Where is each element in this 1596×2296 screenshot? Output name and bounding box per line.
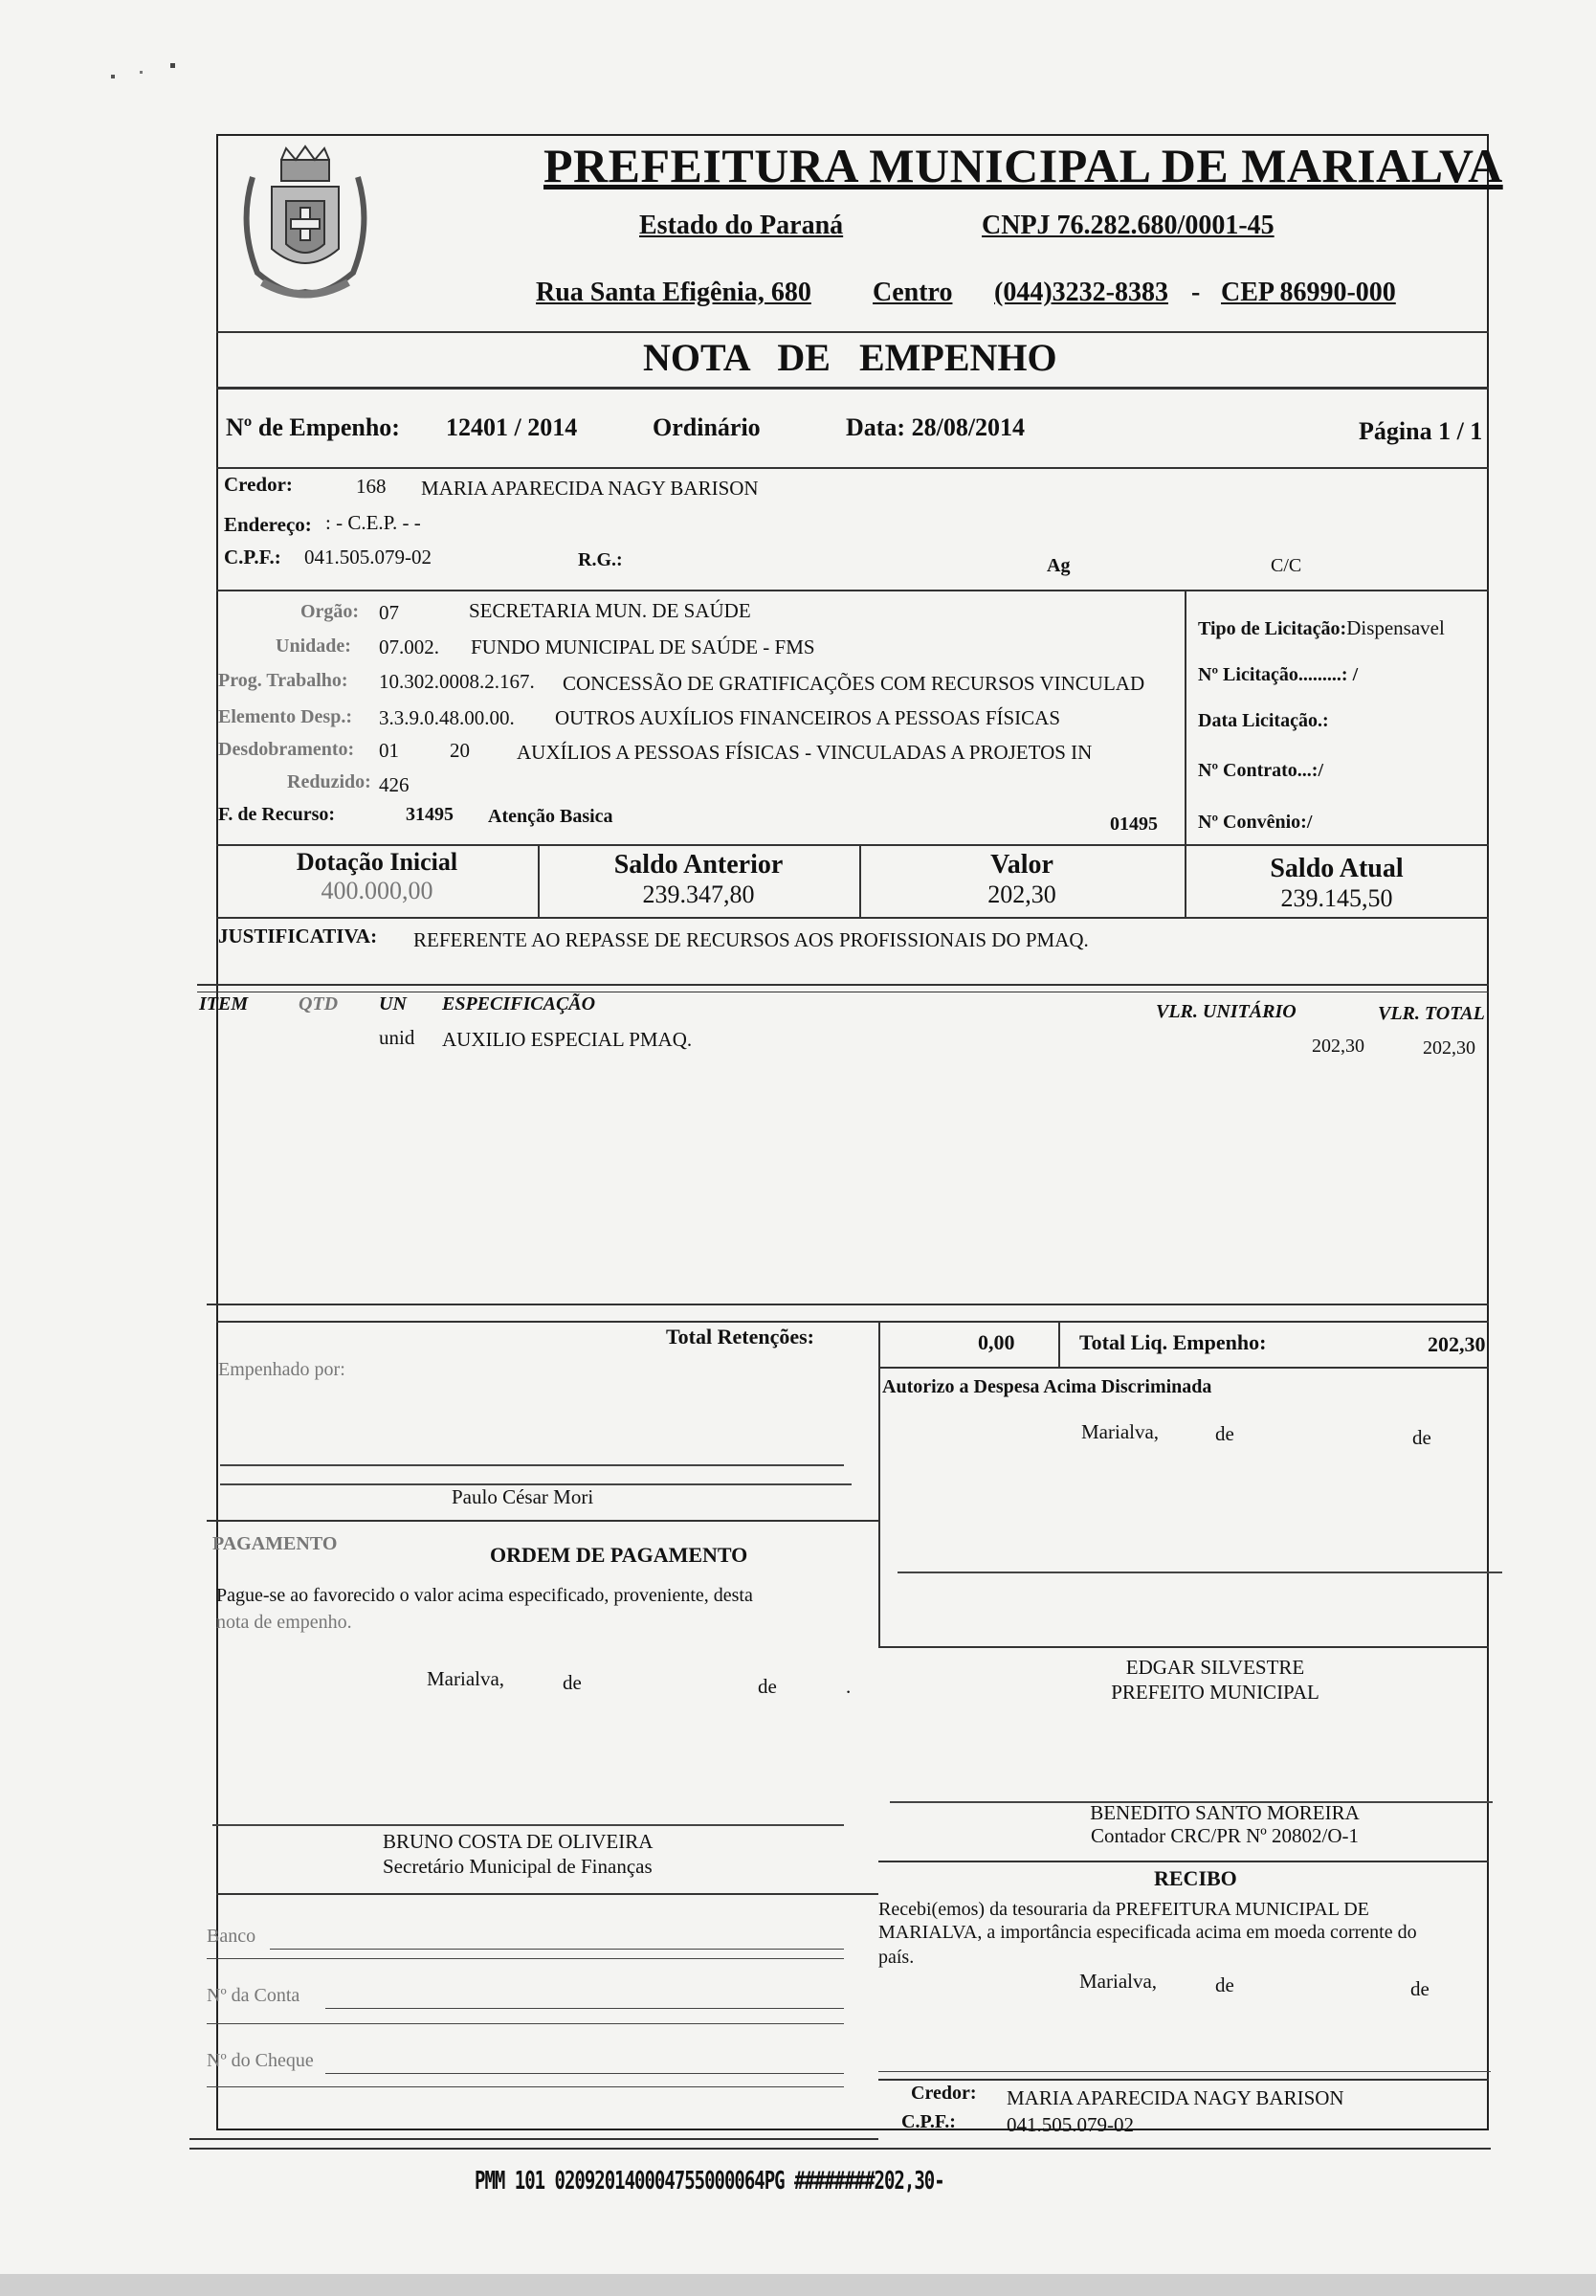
divider bbox=[216, 590, 1489, 591]
recibo-cpf-label: C.P.F.: bbox=[901, 2111, 956, 2132]
prog-code: 10.302.0008.2.167. bbox=[379, 670, 535, 693]
recibo-marialva: Marialva, bbox=[1079, 1970, 1158, 1993]
endereco-label: Endereço: bbox=[224, 513, 312, 536]
cheque-label: Nº do Cheque bbox=[207, 2050, 314, 2071]
footer-code: PMM 101 020920140004755000064PG ########202,30- bbox=[475, 2167, 944, 2196]
empenho-numero: 12401 / 2014 bbox=[446, 413, 578, 441]
recibo-de-1: de bbox=[1215, 1973, 1234, 1996]
orgao-code: 07 bbox=[379, 601, 399, 624]
rg-label: R.G.: bbox=[578, 549, 623, 570]
autorizo-label: Autorizo a Despesa Acima Discriminada bbox=[882, 1376, 1212, 1397]
saldo-anterior-label: Saldo Anterior bbox=[613, 850, 784, 880]
header-cnpj: CNPJ 76.282.680/0001-45 bbox=[982, 211, 1275, 240]
dotacao-label: Dotação Inicial bbox=[296, 848, 458, 876]
saldo-anterior-value: 239.347,80 bbox=[642, 881, 755, 908]
row-un: unid bbox=[379, 1026, 415, 1049]
reduzido-label: Reduzido: bbox=[287, 771, 371, 792]
empenho-data: Data: 28/08/2014 bbox=[846, 413, 1026, 441]
fonte-label: F. de Recurso: bbox=[218, 804, 336, 825]
divider bbox=[216, 387, 1489, 390]
input-line-banco bbox=[270, 1949, 844, 1950]
fonte-desc: Atenção Basica bbox=[488, 806, 613, 827]
divider bbox=[189, 2138, 878, 2140]
ordem-texto-1: Pague-se ao favorecido o valor acima especificado, proveniente, desta bbox=[216, 1585, 753, 1606]
autorizo-de-2: de bbox=[1412, 1426, 1431, 1449]
col-vlr-total: VLR. TOTAL bbox=[1378, 1003, 1485, 1024]
input-line-banco bbox=[207, 1958, 844, 1959]
scan-edge bbox=[0, 2274, 1596, 2296]
desdobramento-code-2: 20 bbox=[450, 739, 470, 762]
scan-speck bbox=[111, 75, 115, 78]
doc-title: NOTA DE EMPENHO bbox=[643, 336, 1057, 379]
row-especificacao: AUXILIO ESPECIAL PMAQ. bbox=[442, 1028, 693, 1051]
unidade-label: Unidade: bbox=[276, 635, 351, 657]
recibo-texto-2: MARIALVA, a importância especificada acima em moeda corrente do bbox=[878, 1922, 1417, 1943]
licitacao-tipo-value: Dispensavel bbox=[1346, 616, 1445, 639]
input-line-cheque bbox=[207, 2086, 844, 2087]
cpf-value: 041.505.079-02 bbox=[304, 546, 432, 568]
row-vlr-total: 202,30 bbox=[1423, 1037, 1475, 1059]
divider bbox=[216, 1893, 878, 1895]
unidade-code: 07.002. bbox=[379, 635, 439, 658]
recibo-credor-nome: MARIA APARECIDA NAGY BARISON bbox=[1007, 2086, 1344, 2109]
ordem-marialva: Marialva, bbox=[427, 1667, 505, 1690]
divider bbox=[216, 844, 1489, 846]
ordem-titulo: ORDEM DE PAGAMENTO bbox=[490, 1543, 748, 1567]
secretario-nome: BRUNO COSTA DE OLIVEIRA bbox=[383, 1830, 654, 1853]
contador-nome: BENEDITO SANTO MOREIRA bbox=[1090, 1801, 1360, 1824]
banco-label: Banco bbox=[207, 1926, 256, 1947]
scan-speck bbox=[170, 63, 175, 68]
total-retencoes-label: Total Retenções: bbox=[666, 1325, 814, 1349]
elemento-desc: OUTROS AUXÍLIOS FINANCEIROS A PESSOAS FÍSICAS bbox=[555, 706, 1061, 729]
unidade-desc: FUNDO MUNICIPAL DE SAÚDE - FMS bbox=[471, 635, 815, 658]
prog-label: Prog. Trabalho: bbox=[218, 670, 348, 691]
recibo-titulo: RECIBO bbox=[1154, 1866, 1237, 1890]
divider bbox=[878, 1861, 1489, 1862]
licitacao-tipo-label bbox=[1198, 616, 1445, 640]
licitacao-tipo-label-text: Tipo de Licitação: bbox=[1198, 618, 1347, 639]
pagamento-label: PAGAMENTO bbox=[212, 1533, 338, 1554]
autorizo-de-1: de bbox=[1215, 1422, 1234, 1445]
input-line-cheque bbox=[325, 2073, 844, 2074]
divider bbox=[189, 2148, 1491, 2150]
header-telefone: (044)3232-8383 bbox=[994, 278, 1168, 307]
scan-speck bbox=[140, 71, 143, 74]
reduzido-code: 426 bbox=[379, 773, 410, 796]
divider bbox=[197, 984, 1489, 986]
valor-label: Valor bbox=[990, 850, 1053, 880]
ag-label: Ag bbox=[1047, 555, 1071, 576]
ordem-de-1: de bbox=[563, 1671, 582, 1694]
elemento-code: 3.3.9.0.48.00.00. bbox=[379, 706, 515, 729]
divider bbox=[1058, 1323, 1060, 1367]
divider bbox=[207, 1520, 878, 1522]
divider bbox=[878, 1321, 880, 1646]
header-cep: CEP 86990-000 bbox=[1221, 278, 1396, 307]
autorizo-marialva: Marialva, bbox=[1081, 1420, 1160, 1443]
col-especificacao: ESPECIFICAÇÃO bbox=[442, 993, 596, 1014]
divider bbox=[1185, 590, 1186, 844]
header-title: PREFEITURA MUNICIPAL DE MARIALVA bbox=[543, 139, 1503, 192]
credor-nome: MARIA APARECIDA NAGY BARISON bbox=[421, 477, 759, 500]
recibo-de-2: de bbox=[1410, 1977, 1430, 2000]
prefeito-nome: EDGAR SILVESTRE bbox=[1125, 1656, 1305, 1679]
divider bbox=[216, 331, 1489, 333]
input-line-conta bbox=[207, 2023, 844, 2024]
row-vlr-unitario: 202,30 bbox=[1312, 1036, 1364, 1057]
divider bbox=[216, 467, 1489, 469]
col-item: ITEM bbox=[199, 993, 249, 1014]
total-liq-value: 202,30 bbox=[1428, 1332, 1486, 1356]
cc-label: C/C bbox=[1271, 555, 1302, 576]
conta-label: Nº da Conta bbox=[207, 1985, 300, 2006]
signature-line bbox=[898, 1572, 1502, 1573]
fonte-code: 31495 bbox=[406, 804, 454, 825]
licitacao-convenio: Nº Convênio:/ bbox=[1198, 812, 1313, 833]
orgao-desc: SECRETARIA MUN. DE SAÚDE bbox=[469, 599, 751, 622]
divider bbox=[878, 2079, 1489, 2081]
divider bbox=[207, 1304, 1489, 1305]
fonte-extra: 01495 bbox=[1110, 814, 1158, 835]
col-vlr-unitario: VLR. UNITÁRIO bbox=[1156, 1001, 1297, 1022]
credor-label: Credor: bbox=[224, 473, 293, 496]
header-rua: Rua Santa Efigênia, 680 bbox=[536, 278, 811, 307]
coat-of-arms-icon bbox=[233, 139, 377, 301]
total-retencoes-value: 0,00 bbox=[978, 1330, 1015, 1354]
justificativa-label: JUSTIFICATIVA: bbox=[218, 925, 378, 947]
signature-line bbox=[212, 1824, 844, 1826]
orgao-label: Orgão: bbox=[300, 601, 360, 622]
recibo-credor-label: Credor: bbox=[911, 2083, 977, 2104]
divider bbox=[878, 1367, 1489, 1369]
credor-codigo: 168 bbox=[356, 475, 387, 498]
elemento-label: Elemento Desp.: bbox=[218, 706, 352, 727]
ordem-ponto: . bbox=[846, 1675, 852, 1698]
empenhado-nome: Paulo César Mori bbox=[452, 1485, 594, 1508]
cpf-label: C.P.F.: bbox=[224, 546, 281, 568]
total-liq-label: Total Liq. Empenho: bbox=[1079, 1330, 1267, 1354]
col-qtd: QTD bbox=[299, 993, 339, 1014]
secretario-cargo: Secretário Municipal de Finanças bbox=[383, 1855, 653, 1878]
prefeito-cargo: PREFEITO MUNICIPAL bbox=[1111, 1681, 1319, 1704]
header-centro: Centro bbox=[873, 278, 953, 307]
divider bbox=[216, 1321, 1489, 1323]
signature-line bbox=[878, 2071, 1491, 2072]
licitacao-numero: Nº Licitação.........: / bbox=[1198, 664, 1359, 685]
empenho-label: Nº de Empenho: bbox=[226, 413, 400, 441]
recibo-texto-3: país. bbox=[878, 1947, 915, 1968]
header-estado: Estado do Paraná bbox=[639, 211, 844, 240]
ordem-texto-2: nota de empenho. bbox=[216, 1612, 352, 1633]
ordem-de-2: de bbox=[758, 1675, 777, 1698]
prog-desc: CONCESSÃO DE GRATIFICAÇÕES COM RECURSOS VINCULAD bbox=[563, 672, 1145, 695]
dotacao-value: 400.000,00 bbox=[321, 877, 433, 904]
desdobramento-desc: AUXÍLIOS A PESSOAS FÍSICAS - VINCULADAS A PROJETOS IN bbox=[517, 741, 1093, 764]
empenhado-por-label: Empenhado por: bbox=[218, 1359, 345, 1380]
justificativa-text: REFERENTE AO REPASSE DE RECURSOS AOS PROFISSIONAIS DO PMAQ. bbox=[413, 928, 1089, 951]
empenho-tipo: Ordinário bbox=[653, 413, 761, 441]
table-row bbox=[216, 1024, 1489, 1062]
input-line-conta bbox=[325, 2008, 844, 2009]
saldo-atual-label: Saldo Atual bbox=[1270, 854, 1404, 883]
header-cep-separator: - bbox=[1191, 278, 1201, 307]
desdobramento-label: Desdobramento: bbox=[218, 739, 355, 760]
recibo-texto-1: Recebi(emos) da tesouraria da PREFEITURA MUNICIPAL DE bbox=[878, 1899, 1369, 1920]
recibo-cpf-value: 041.505.079-02 bbox=[1007, 2113, 1134, 2136]
signature-line bbox=[220, 1464, 844, 1466]
col-un: UN bbox=[379, 993, 407, 1014]
divider bbox=[878, 1646, 1489, 1648]
licitacao-data: Data Licitação.: bbox=[1198, 710, 1329, 731]
divider bbox=[216, 917, 1489, 919]
valor-value: 202,30 bbox=[987, 881, 1056, 908]
empenho-pagina: Página 1 / 1 bbox=[1359, 417, 1483, 445]
licitacao-contrato: Nº Contrato...:/ bbox=[1198, 760, 1324, 781]
contador-cargo: Contador CRC/PR Nº 20802/O-1 bbox=[1090, 1824, 1360, 1847]
saldo-atual-value: 239.145,50 bbox=[1280, 884, 1393, 912]
desdobramento-code-1: 01 bbox=[379, 739, 399, 762]
endereco-value: : - C.E.P. - - bbox=[325, 511, 421, 534]
